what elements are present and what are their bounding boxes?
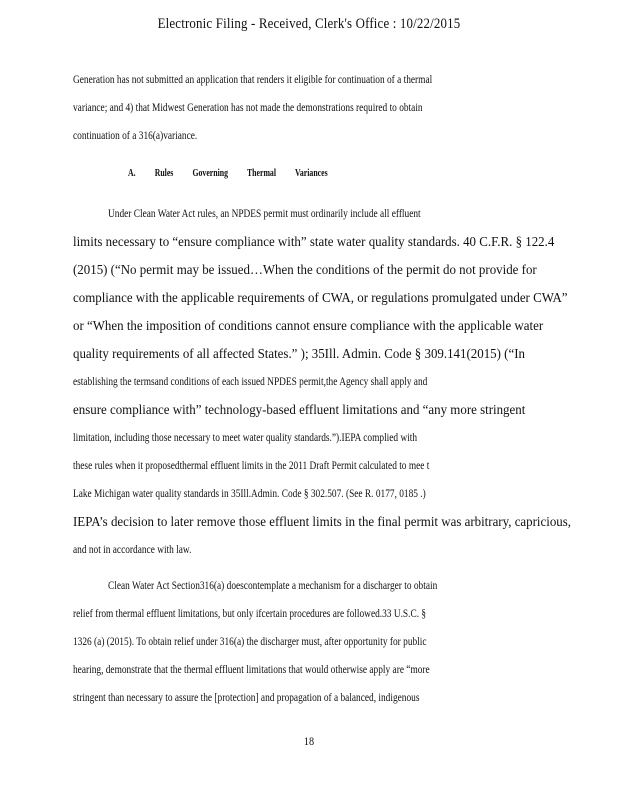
section-heading-word-1: Rules: [154, 168, 174, 179]
section-heading-label: A.: [128, 168, 136, 179]
page-number: 18: [303, 734, 315, 748]
section-heading-word-2: Governing: [192, 168, 228, 179]
body-line-20: hearing, demonstrate that the thermal effluent limitations that would otherwise apply are “more: [73, 662, 430, 676]
body-line-9: quality requirements of all affected States.” ); 35Ill. Admin. Code § 309.141(2015) (“In: [73, 346, 525, 361]
body-line-19: 1326 (a) (2015). To obtain relief under 316(a) the discharger must, after opportunity for public: [73, 634, 427, 648]
body-line-13: these rules when it proposedthermal effluent limits in the 2011 Draft Permit calculated to mee t: [73, 458, 430, 472]
body-line-7: compliance with the applicable requirements of CWA, or regulations promulgated under CWA”: [73, 290, 568, 305]
body-line-17: Clean Water Act Section316(a) doescontemplate a mechanism for a discharger to obtain: [108, 578, 438, 592]
filing-header: Electronic Filing - Received, Clerk's Office : 10/22/2015: [157, 16, 461, 32]
body-line-18: relief from thermal effluent limitations, but only ifcertain procedures are followed.33 U.S.C. §: [73, 606, 427, 620]
body-line-10: establishing the termsand conditions of each issued NPDES permit,the Agency shall apply and: [73, 374, 428, 388]
body-line-2: variance; and 4) that Midwest Generation has not made the demonstrations required to obtain: [73, 100, 423, 114]
body-line-12: limitation, including those necessary to meet water quality standards.”).IEPA complied with: [73, 430, 418, 444]
body-line-11: ensure compliance with” technology-based effluent limitations and “any more stringent: [73, 402, 526, 417]
section-heading: [128, 168, 345, 179]
body-line-6: (2015) (“No permit may be issued…When the conditions of the permit do not provide for: [73, 262, 537, 277]
body-line-5: limits necessary to “ensure compliance with” state water quality standards. 40 C.F.R. § 122.4: [73, 234, 555, 249]
body-line-16: and not in accordance with law.: [73, 542, 192, 556]
section-heading-word-4: Variances: [294, 168, 328, 179]
section-heading-word-3: Thermal: [246, 168, 277, 179]
body-line-14: Lake Michigan water quality standards in 35Ill.Admin. Code § 302.507. (See R. 0177, 0185 .): [73, 486, 426, 500]
body-line-1: Generation has not submitted an application that renders it eligible for continuation of a thermal: [73, 72, 433, 86]
body-line-21: stringent than necessary to assure the [protection] and propagation of a balanced, indigenous: [73, 690, 420, 704]
body-line-15: IEPA’s decision to later remove those effluent limits in the final permit was arbitrary, capricious,: [73, 514, 572, 529]
body-line-8: or “When the imposition of conditions cannot ensure compliance with the applicable water: [73, 318, 544, 333]
body-line-3: continuation of a 316(a)variance.: [73, 128, 198, 142]
body-line-4: Under Clean Water Act rules, an NPDES permit must ordinarily include all effluent: [108, 206, 421, 220]
